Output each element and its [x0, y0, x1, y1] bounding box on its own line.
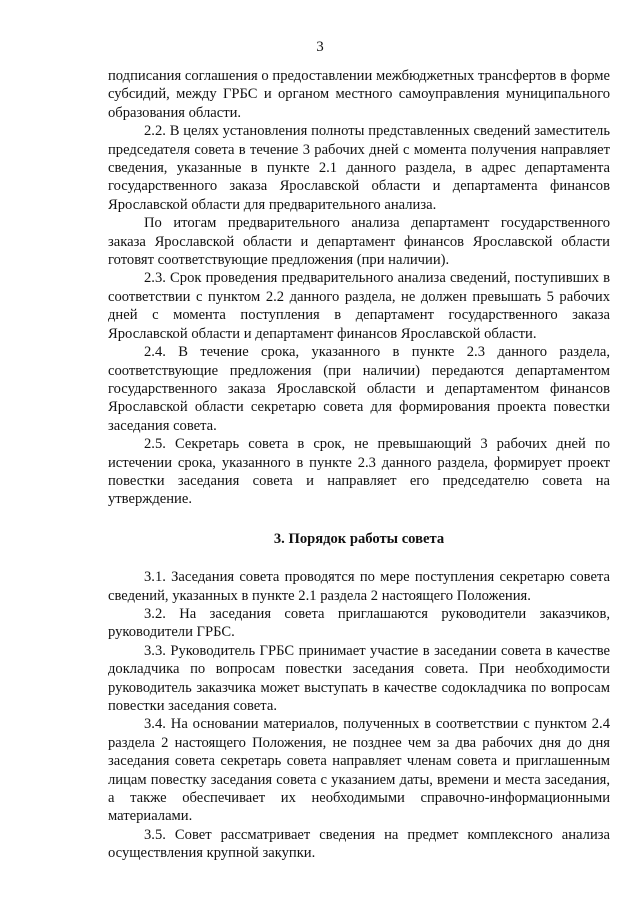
paragraph-2-5: 2.5. Секретарь совета в срок, не превышающий 3 рабочих дней по истечении срока, указанного в пункте 2.3 данного раздела, формирует проект повестки заседания совета и направляет его председателю совета на утверждение. — [108, 436, 610, 508]
paragraph-3-3: 3.3. Руководитель ГРБС принимает участие в заседании совета в качестве докладчика по вопросам повестки заседания совета. При необходимости руководитель заказчика может выступать в качестве содокладчика по вопросам повестки заседания совета. — [108, 642, 610, 714]
paragraph-2-2: 2.2. В целях установления полноты представленных сведений заместитель председателя совета в течение 3 рабочих дней с момента получения направляет сведения, указанные в пункте 2.1 данного раздела, в адрес департамента государственного заказа Ярославской области и департамента финансов Ярославской области для предварительного анализа. — [108, 123, 610, 213]
paragraph-2-4: 2.4. В течение срока, указанного в пункте 2.3 данного раздела, соответствующие предложения (при наличии) передаются департаментом государственного заказа Ярославской области и департаментом финансов Ярославской области секретарю совета для формирования проекта повестки заседания совета. — [108, 344, 610, 434]
section-heading: 3. Порядок работы совета — [273, 530, 445, 547]
paragraph-2-2-followup: По итогам предварительного анализа департамент государственного заказа Ярославской области и департамент финансов Ярославской области готовят соответствующие предложения (при наличии). — [108, 215, 610, 269]
paragraph-continuation: подписания соглашения о предоставлении межбюджетных трансфертов в форме субсидий, между ГРБС и органом местного самоуправления муниципального образования области. — [108, 68, 610, 121]
paragraph-3-2: 3.2. На заседания совета приглашаются руководители заказчиков, руководители ГРБС. — [108, 605, 610, 641]
paragraph-3-5: 3.5. Совет рассматривает сведения на предмет комплексного анализа осуществления крупной закупки. — [108, 826, 610, 862]
paragraph-3-4: 3.4. На основании материалов, полученных в соответствии с пунктом 2.4 раздела 2 настоящего Положения, не позднее чем за два рабочих дня до дня заседания совета секретарь совета направляет членам совета и приглашенным лицам повестку заседания совета с указанием даты, времени и места заседания, а также обеспечивает их необходимыми справочно-информационными материалами. — [108, 716, 610, 825]
page-number: 3 — [316, 39, 324, 55]
paragraph-3-1: 3.1. Заседания совета проводятся по мере поступления секретарю совета сведений, указанных в пункте 2.1 раздела 2 настоящего Положения. — [108, 569, 610, 604]
document-body — [108, 67, 610, 863]
paragraph-2-3: 2.3. Срок проведения предварительного анализа сведений, поступивших в соответствии с пунктом 2.2 данного раздела, не должен превышать 5 рабочих дней с момента поступления в департамент государственного заказа Ярославской области и департамент финансов Ярославской области. — [108, 270, 610, 342]
